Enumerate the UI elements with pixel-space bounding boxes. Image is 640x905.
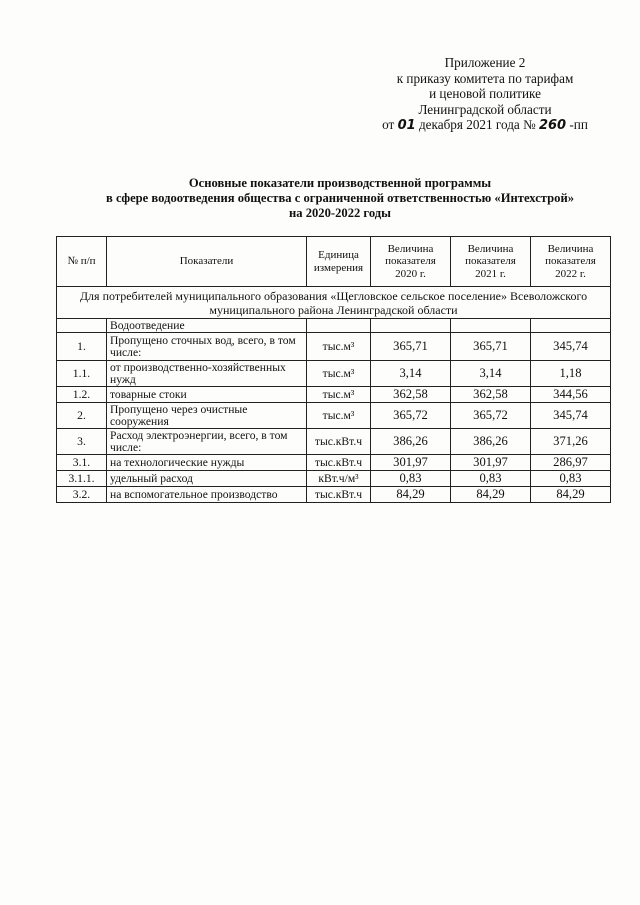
row-number: 2. bbox=[57, 403, 107, 429]
order-line-1: к приказу комитета по тарифам bbox=[396, 70, 574, 86]
table-header-row bbox=[57, 237, 611, 287]
row-number: 3.2. bbox=[57, 487, 107, 503]
document-title bbox=[60, 176, 620, 221]
row-value-2020: 365,72 bbox=[371, 403, 451, 429]
header-num: № п/п bbox=[57, 237, 107, 287]
row-number: 1.1. bbox=[57, 361, 107, 387]
row-indicator-name: Пропущено через очистные сооружения bbox=[107, 403, 307, 429]
row-value-2020: 386,26 bbox=[371, 429, 451, 455]
table-body bbox=[57, 333, 611, 503]
header-unit: Единица измерения bbox=[307, 237, 371, 287]
row-indicator-name: Расход электроэнергии, всего, в том числе: bbox=[107, 429, 307, 455]
row-number: 3. bbox=[57, 429, 107, 455]
section-label: Водоотведение bbox=[107, 319, 307, 333]
order-line-3: Ленинградской области bbox=[418, 101, 552, 117]
row-number: 3.1.1. bbox=[57, 471, 107, 487]
row-unit: тыс.м³ bbox=[307, 387, 371, 403]
section-2021-cell bbox=[451, 319, 531, 333]
row-indicator-name: от производственно-хозяйственных нужд bbox=[107, 361, 307, 387]
row-value-2020: 3,14 bbox=[371, 361, 451, 387]
table-row bbox=[57, 387, 611, 403]
row-value-2020: 362,58 bbox=[371, 387, 451, 403]
row-value-2022: 345,74 bbox=[531, 333, 611, 361]
header-name: Показатели bbox=[107, 237, 307, 287]
appendix-header bbox=[360, 55, 610, 134]
row-number: 3.1. bbox=[57, 455, 107, 471]
row-value-2022: 286,97 bbox=[531, 455, 611, 471]
indicators-table bbox=[56, 236, 611, 503]
appendix-label: Приложение 2 bbox=[444, 55, 526, 70]
row-indicator-name: на технологические нужды bbox=[107, 455, 307, 471]
row-value-2021: 301,97 bbox=[451, 455, 531, 471]
table-row bbox=[57, 403, 611, 429]
section-2020-cell bbox=[371, 319, 451, 333]
header-2021: Величина показателя 2021 г. bbox=[451, 237, 531, 287]
order-date-line bbox=[360, 117, 610, 134]
row-value-2020: 0,83 bbox=[371, 471, 451, 487]
table-row bbox=[57, 487, 611, 503]
table-row bbox=[57, 471, 611, 487]
row-indicator-name: удельный расход bbox=[107, 471, 307, 487]
row-value-2021: 3,14 bbox=[451, 361, 531, 387]
row-unit: тыс.м³ bbox=[307, 361, 371, 387]
group-row bbox=[57, 287, 611, 319]
table-row bbox=[57, 361, 611, 387]
row-number: 1.2. bbox=[57, 387, 107, 403]
header-2022: Величина показателя 2022 г. bbox=[531, 237, 611, 287]
order-suffix: -пп bbox=[569, 117, 588, 133]
date-rest: декабря 2021 года № bbox=[418, 117, 536, 133]
row-value-2021: 84,29 bbox=[451, 487, 531, 503]
row-value-2021: 365,72 bbox=[451, 403, 531, 429]
row-value-2021: 0,83 bbox=[451, 471, 531, 487]
row-unit: тыс.кВт.ч bbox=[307, 429, 371, 455]
title-line-2: в сфере водоотведения общества с ограниченной ответственностью «Интехстрой» bbox=[106, 191, 574, 205]
order-number: 260 bbox=[538, 118, 567, 134]
row-value-2020: 84,29 bbox=[371, 487, 451, 503]
row-value-2022: 0,83 bbox=[531, 471, 611, 487]
row-value-2022: 84,29 bbox=[531, 487, 611, 503]
title-line-1: Основные показатели производственной программы bbox=[188, 176, 492, 190]
section-num-cell bbox=[57, 319, 107, 333]
row-value-2021: 365,71 bbox=[451, 333, 531, 361]
row-unit: тыс.м³ bbox=[307, 403, 371, 429]
table-row bbox=[57, 455, 611, 471]
row-value-2020: 301,97 bbox=[371, 455, 451, 471]
section-row bbox=[57, 319, 611, 333]
row-value-2022: 1,18 bbox=[531, 361, 611, 387]
row-indicator-name: на вспомогательное производство bbox=[107, 487, 307, 503]
header-2020: Величина показателя 2020 г. bbox=[371, 237, 451, 287]
row-value-2020: 365,71 bbox=[371, 333, 451, 361]
order-line-2: и ценовой политике bbox=[429, 86, 541, 102]
title-line-3: на 2020-2022 годы bbox=[289, 206, 391, 220]
consumer-group-label: Для потребителей муниципального образования «Щегловское сельское поселение» Всеволожского муниципального района Ленинградской области bbox=[57, 287, 611, 319]
row-unit: тыс.кВт.ч bbox=[307, 455, 371, 471]
row-value-2022: 345,74 bbox=[531, 403, 611, 429]
row-value-2022: 344,56 bbox=[531, 387, 611, 403]
section-2022-cell bbox=[531, 319, 611, 333]
date-day: 01 bbox=[397, 118, 416, 134]
row-indicator-name: Пропущено сточных вод, всего, в том числе: bbox=[107, 333, 307, 361]
table-row bbox=[57, 333, 611, 361]
row-number: 1. bbox=[57, 333, 107, 361]
table-row bbox=[57, 429, 611, 455]
row-unit: тыс.кВт.ч bbox=[307, 487, 371, 503]
row-value-2021: 386,26 bbox=[451, 429, 531, 455]
row-indicator-name: товарные стоки bbox=[107, 387, 307, 403]
section-unit-cell bbox=[307, 319, 371, 333]
row-value-2021: 362,58 bbox=[451, 387, 531, 403]
row-unit: тыс.м³ bbox=[307, 333, 371, 361]
row-value-2022: 371,26 bbox=[531, 429, 611, 455]
row-unit: кВт.ч/м³ bbox=[307, 471, 371, 487]
date-prefix: от bbox=[382, 117, 395, 133]
